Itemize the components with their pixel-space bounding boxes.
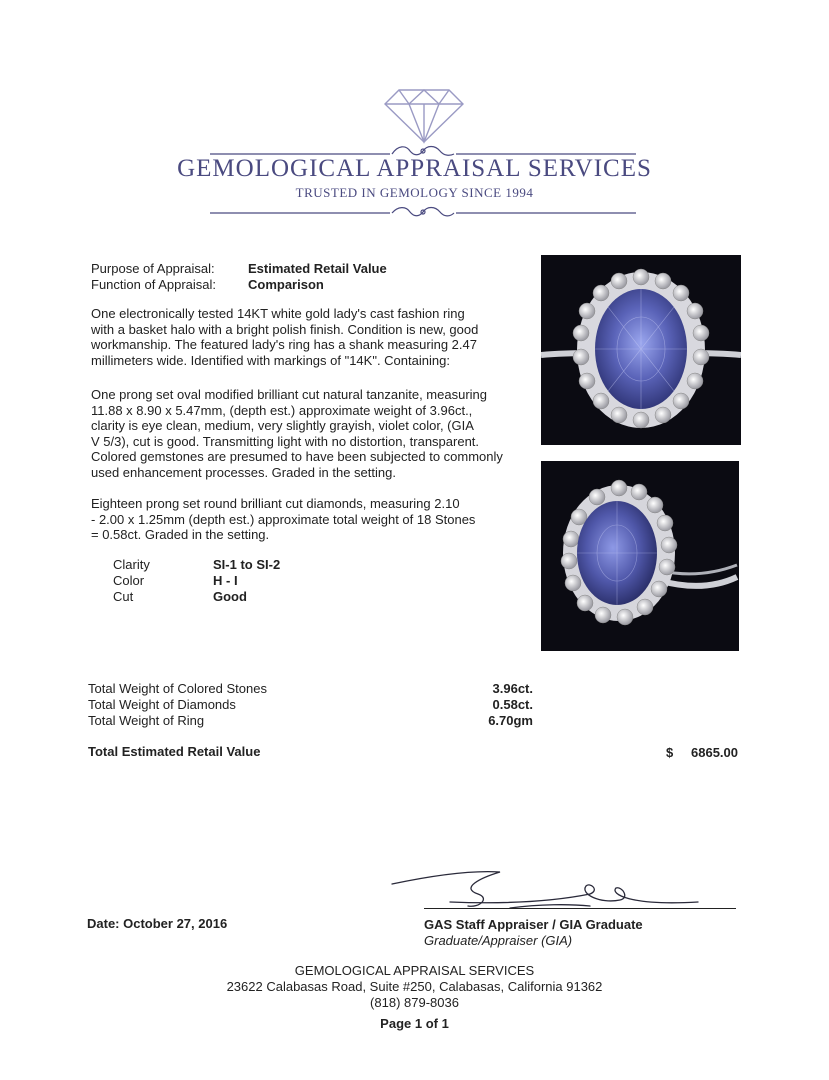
cut-label: Cut	[113, 589, 134, 604]
ring-photo-front	[541, 255, 741, 445]
footer-address: 23622 Calabasas Road, Suite #250, Calabasas, California 91362	[226, 979, 603, 994]
function-label: Function of Appraisal:	[91, 277, 217, 292]
desc-line: with a basket halo with a bright polish finish. Condition is new, good	[91, 321, 479, 337]
function-value: Comparison	[248, 277, 324, 292]
diamonds-weight-value: 0.58ct.	[492, 697, 533, 712]
footer-company: GEMOLOGICAL APPRAISAL SERVICES	[294, 963, 535, 978]
purpose-value: Estimated Retail Value	[248, 261, 387, 276]
ring-weight-label: Total Weight of Ring	[88, 713, 205, 728]
desc-line: V 5/3), cut is good. Transmitting light with no distortion, transparent.	[91, 433, 480, 449]
company-name: GEMOLOGICAL APPRAISAL SERVICES	[177, 155, 652, 182]
desc-line: - 2.00 x 1.25mm (depth est.) approximate total weight of 18 Stones	[91, 511, 476, 527]
desc-line: clarity is eye clean, medium, very slightly grayish, violet color, (GIA	[91, 418, 474, 433]
company-tagline: TRUSTED IN GEMOLOGY SINCE 1994	[295, 185, 534, 200]
color-value: H - I	[213, 573, 238, 588]
desc-line: 11.88 x 8.90 x 5.47mm, (depth est.) approximate weight of 3.96ct.,	[91, 402, 473, 418]
retail-value-label: Total Estimated Retail Value	[88, 744, 261, 759]
ring-photo-angle	[541, 461, 739, 651]
colored-stones-weight-label: Total Weight of Colored Stones	[88, 681, 267, 696]
clarity-label: Clarity	[113, 557, 150, 572]
purpose-label: Purpose of Appraisal:	[91, 261, 215, 276]
diamond-icon	[383, 88, 465, 144]
desc-line: One prong set oval modified brilliant cut natural tanzanite, measuring	[91, 387, 487, 402]
colored-stones-weight-value: 3.96ct.	[492, 681, 533, 696]
ring-description	[91, 306, 531, 368]
appraiser-title: GAS Staff Appraiser / GIA Graduate	[424, 917, 643, 932]
desc-line: = 0.58ct. Graded in the setting.	[91, 527, 270, 542]
desc-line: millimeters wide. Identified with markings of "14K". Containing:	[91, 352, 450, 368]
tanzanite-description	[91, 387, 531, 480]
signature-line	[424, 908, 736, 909]
color-label: Color	[113, 573, 145, 588]
footer-phone: (818) 879-8036	[370, 995, 459, 1010]
header-divider-bottom	[210, 203, 636, 219]
appraisal-date: Date: October 27, 2016	[87, 916, 228, 931]
clarity-value: SI-1 to SI-2	[213, 557, 281, 572]
cut-value: Good	[213, 589, 247, 604]
ring-weight-value: 6.70gm	[488, 713, 533, 728]
retail-value-amount: 6865.00	[691, 745, 738, 760]
desc-line: One electronically tested 14KT white gold lady's cast fashion ring	[91, 306, 465, 321]
desc-line: workmanship. The featured lady's ring has a shank measuring 2.47	[91, 337, 477, 352]
desc-line: used enhancement processes. Graded in the setting.	[91, 464, 396, 480]
page-number: Page 1 of 1	[380, 1016, 449, 1031]
diamond-description	[91, 496, 531, 543]
desc-line: Eighteen prong set round brilliant cut diamonds, measuring 2.10	[91, 496, 460, 511]
appraiser-subtitle: Graduate/Appraiser (GIA)	[424, 933, 573, 948]
desc-line: Colored gemstones are presumed to have been subjected to commonly	[91, 449, 503, 464]
currency-symbol: $	[666, 745, 674, 760]
diamonds-weight-label: Total Weight of Diamonds	[88, 697, 236, 712]
